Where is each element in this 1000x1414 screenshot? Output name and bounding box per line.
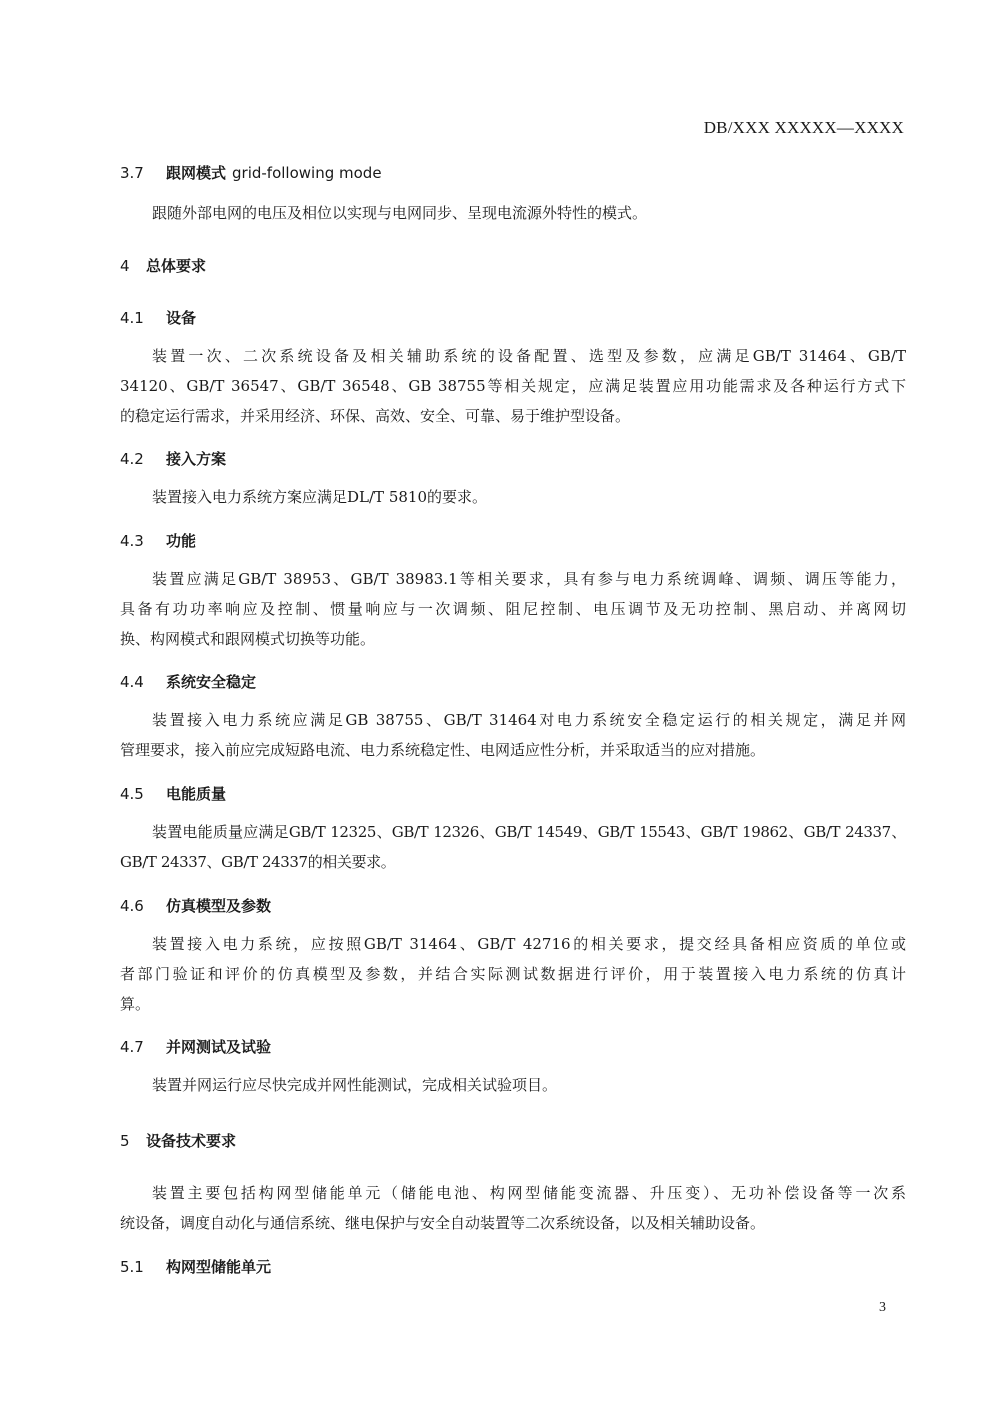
- section-title: 仿真模型及参数: [166, 897, 272, 915]
- section-number: 4.3: [120, 532, 144, 550]
- paragraph-line: 装置一次、二次系统设备及相关辅助系统的设备配置、选型及参数，应满足GB/T 31464、GB/T: [152, 347, 906, 365]
- paragraph-line: 装置主要包括构网型储能单元（储能电池、构网型储能变流器、升压变）、无功补偿设备等一次系: [152, 1184, 906, 1202]
- section-heading-4-3: [120, 530, 196, 551]
- paragraph-line: 装置接入电力系统方案应满足DL/T 5810的要求。: [152, 488, 487, 506]
- section-number: 5.1: [120, 1258, 144, 1276]
- paragraph-line: 统设备，调度自动化与通信系统、继电保护与安全自动装置等二次系统设备，以及相关辅助设备。: [120, 1214, 766, 1232]
- paragraph-3-7: [120, 198, 906, 228]
- section-title: 系统安全稳定: [166, 673, 257, 691]
- paragraph-4-4: [120, 705, 906, 765]
- paragraph-line: 装置接入电力系统，应按照GB/T 31464、GB/T 42716的相关要求，提交经具备相应资质的单位或: [152, 935, 906, 953]
- paragraph-line: 换、构网模式和跟网模式切换等功能。: [120, 630, 376, 648]
- section-title: 设备: [166, 309, 197, 327]
- paragraph-4-3: [120, 564, 906, 654]
- paragraph-4-2: [120, 482, 906, 512]
- section-heading-4-7: [120, 1036, 271, 1057]
- section-heading-5: [120, 1130, 236, 1151]
- paragraph-5: [120, 1178, 906, 1238]
- section-number: 4.1: [120, 309, 144, 327]
- section-title: 功能: [166, 532, 197, 550]
- section-heading-3-7: [120, 162, 382, 183]
- section-heading-4-5: [120, 783, 226, 804]
- paragraph-line: GB/T 24337、GB/T 24337的相关要求。: [120, 853, 396, 871]
- section-heading-4-1: [120, 307, 196, 328]
- paragraph-4-5: [120, 817, 906, 877]
- paragraph-line: 装置接入电力系统应满足GB 38755、GB/T 31464对电力系统安全稳定运行的相关规定，满足并网: [152, 711, 906, 729]
- section-heading-4-6: [120, 895, 271, 916]
- paragraph-line: 装置应满足GB/T 38953、GB/T 38983.1等相关要求，具有参与电力系统调峰、调频、调压等能力，: [152, 570, 906, 588]
- section-number: 4.7: [120, 1038, 144, 1056]
- page-number: 3: [879, 1300, 886, 1315]
- section-title: 并网测试及试验: [166, 1038, 272, 1056]
- section-heading-4-2: [120, 448, 226, 469]
- paragraph-line: 管理要求，接入前应完成短路电流、电力系统稳定性、电网适应性分析，并采取适当的应对措施。: [120, 741, 766, 759]
- section-number: 4.4: [120, 673, 144, 691]
- section-heading-5-1: [120, 1256, 271, 1277]
- section-number: 5: [120, 1132, 130, 1150]
- section-number: 4.2: [120, 450, 144, 468]
- paragraph-line: 的稳定运行需求，并采用经济、环保、高效、安全、可靠、易于维护型设备。: [120, 407, 631, 425]
- section-number: 4.5: [120, 785, 144, 803]
- document-code: DB/XXX XXXXX—XXXX: [703, 118, 904, 137]
- section-number: 4.6: [120, 897, 144, 915]
- paragraph-4-1: [120, 341, 906, 431]
- section-title: 设备技术要求: [146, 1132, 237, 1150]
- section-number: 3.7: [120, 164, 144, 182]
- section-heading-4-4: [120, 671, 256, 692]
- paragraph-line: 34120、GB/T 36547、GB/T 36548、GB 38755等相关规定，应满足装置应用功能需求及各种运行方式下: [120, 377, 906, 395]
- paragraph-4-7: [120, 1070, 906, 1100]
- section-title: 构网型储能单元: [166, 1258, 272, 1276]
- section-title-en: grid-following mode: [232, 164, 382, 182]
- section-title: 总体要求: [146, 257, 207, 275]
- paragraph-line: 跟随外部电网的电压及相位以实现与电网同步、呈现电流源外特性的模式。: [152, 204, 648, 222]
- paragraph-line: 装置并网运行应尽快完成并网性能测试，完成相关试验项目。: [152, 1076, 558, 1094]
- paragraph-line: 算。: [120, 995, 151, 1013]
- paragraph-line: 具备有功功率响应及控制、惯量响应与一次调频、阻尼控制、电压调节及无功控制、黑启动、并离网切: [120, 600, 906, 618]
- paragraph-line: 装置电能质量应满足GB/T 12325、GB/T 12326、GB/T 14549、GB/T 15543、GB/T 19862、GB/T 24337、: [152, 823, 906, 841]
- section-title: 接入方案: [166, 450, 227, 468]
- section-title: 电能质量: [166, 785, 227, 803]
- paragraph-4-6: [120, 929, 906, 1019]
- section-number: 4: [120, 257, 130, 275]
- paragraph-line: 者部门验证和评价的仿真模型及参数，并结合实际测试数据进行评价，用于装置接入电力系统的仿真计: [120, 965, 906, 983]
- section-title: 跟网模式: [166, 164, 227, 182]
- section-heading-4: [120, 255, 206, 276]
